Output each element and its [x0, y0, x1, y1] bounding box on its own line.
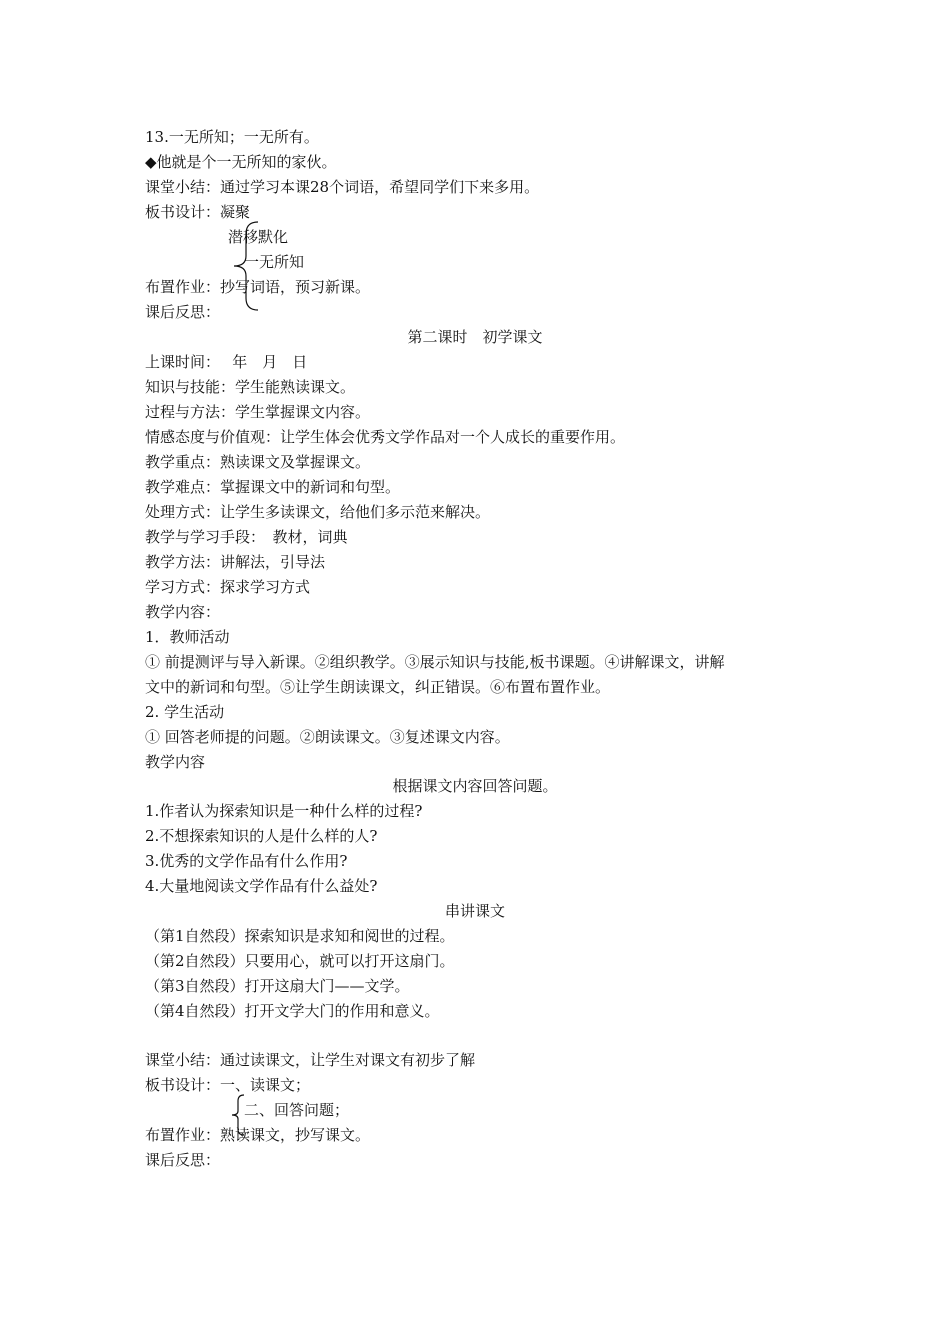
text-line: 情感态度与价值观：让学生体会优秀文学作品对一个人成长的重要作用。 [145, 428, 626, 446]
text-line: 教学内容 [145, 753, 206, 771]
curly-brace-icon [226, 220, 266, 312]
paragraph-item: （第2自然段）只要用心，就可以打开这扇门。 [145, 952, 455, 970]
paragraph-item: （第4自然段）打开文学大门的作用和意义。 [145, 1002, 440, 1020]
text-line: 板书设计：凝聚 [145, 203, 251, 221]
text-line: 布置作业：熟读课文，抄写课文。 [145, 1126, 371, 1144]
text-line: 1．教师活动 [145, 628, 230, 646]
subsection-title: 串讲课文 [444, 902, 505, 920]
text-line: 教学重点：熟读课文及掌握课文。 [145, 453, 371, 471]
text-line: 上课时间： 年 月 日 [145, 353, 308, 371]
text-line: 二、回答问题； [244, 1101, 350, 1119]
text-line: 课堂小结：通过读课文，让学生对课文有初步了解 [145, 1051, 476, 1069]
text-line: 教学难点：掌握课文中的新词和句型。 [145, 478, 401, 496]
text-line: 2. 学生活动 [145, 703, 225, 721]
text-line: 文中的新词和句型。⑤让学生朗读课文，纠正错误。⑥布置布置作业。 [145, 678, 611, 696]
text-line: ◆他就是个一无所知的家伙。 [145, 153, 337, 171]
question-item: 1.作者认为探索知识是一种什么样的过程? [145, 802, 423, 820]
question-item: 3.优秀的文学作品有什么作用? [145, 852, 348, 870]
text-line: 一无所知 [244, 253, 305, 271]
text-line: 学习方式：探求学习方式 [145, 578, 311, 596]
text-line: ① 回答老师提的问题。②朗读课文。③复述课文内容。 [145, 728, 510, 746]
text-line: 处理方式：让学生多读课文，给他们多示范来解决。 [145, 503, 491, 521]
text-line: 教学内容： [145, 603, 221, 621]
paragraph-item: （第3自然段）打开这扇大门——文学。 [145, 977, 410, 995]
subsection-title: 根据课文内容回答问题。 [392, 777, 558, 795]
text-line: 13.一无所知；一无所有。 [145, 128, 319, 146]
text-line: 潜移默化 [228, 228, 289, 246]
section-title: 第二课时 初学课文 [407, 328, 543, 346]
text-line: 教学与学习手段： 教材，词典 [145, 528, 348, 546]
text-line: ① 前提测评与导入新课。②组织教学。③展示知识与技能,板书课题。④讲解课文，讲解 [145, 653, 725, 671]
text-line: 课后反思： [145, 1151, 221, 1169]
question-item: 2.不想探索知识的人是什么样的人? [145, 827, 378, 845]
text-line: 板书设计：一、读课文； [145, 1076, 311, 1094]
paragraph-item: （第1自然段）探索知识是求知和阅世的过程。 [145, 927, 455, 945]
text-line: 课后反思： [145, 303, 221, 321]
text-line: 布置作业：抄写词语，预习新课。 [145, 278, 371, 296]
text-line: 教学方法：讲解法，引导法 [145, 553, 326, 571]
text-line: 课堂小结：通过学习本课28个词语，希望同学们下来多用。 [145, 178, 540, 196]
curly-brace-icon [228, 1093, 248, 1137]
text-line: 知识与技能：学生能熟读课文。 [145, 378, 356, 396]
question-item: 4.大量地阅读文学作品有什么益处? [145, 877, 378, 895]
text-line: 过程与方法：学生掌握课文内容。 [145, 403, 371, 421]
